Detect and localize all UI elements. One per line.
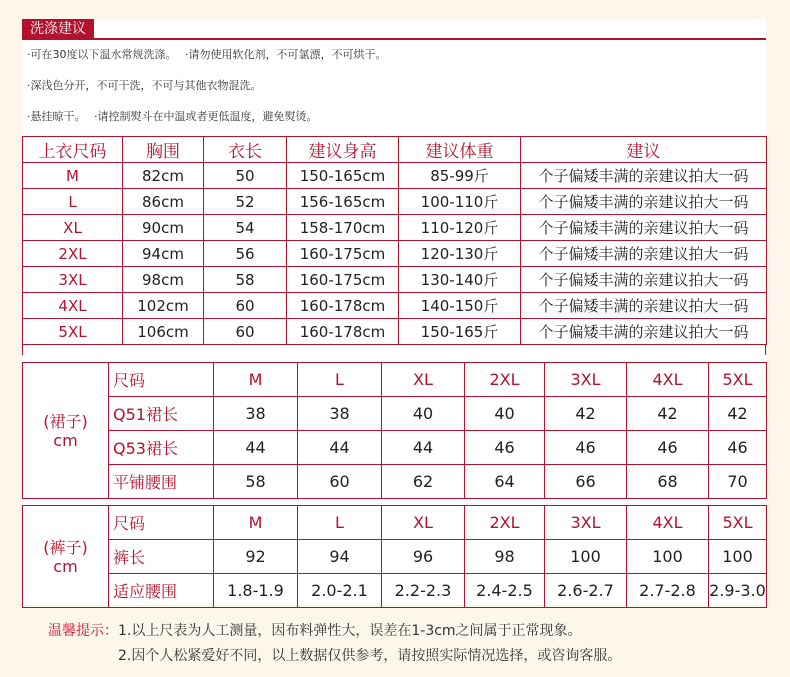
row-label: Q51裙长 xyxy=(109,397,214,431)
table-cell: 42 xyxy=(627,397,709,431)
table-cell: 44 xyxy=(298,431,382,465)
table-cell: 62 xyxy=(382,465,465,499)
row-label: 平铺腰围 xyxy=(109,465,214,499)
header-length: 衣长 xyxy=(204,137,287,163)
size-header: XL xyxy=(382,506,465,540)
table-cell: 54 xyxy=(204,215,287,241)
pants-size-table xyxy=(22,505,767,608)
table-cell: 68 xyxy=(627,465,709,499)
tip-line-2: 2.因个人松紧爱好不同，以上数据仅供参考，请按照实际情况选择，或咨询客服。 xyxy=(118,648,622,664)
size-header: M xyxy=(214,363,298,397)
skirt-data-row xyxy=(23,397,767,431)
top-size-row xyxy=(23,293,767,319)
wash-tip-iron: ·请控制熨斗在中温或者更低温度，避免熨烫。 xyxy=(94,110,318,123)
size-header: M xyxy=(214,506,298,540)
table-cell: 160-178cm xyxy=(287,293,399,319)
table-cell: 38 xyxy=(214,397,298,431)
table-cell: 130-140斤 xyxy=(399,267,521,293)
table-cell: 110-120斤 xyxy=(399,215,521,241)
skirt-data-row xyxy=(23,465,767,499)
skirt-header-row xyxy=(23,363,767,397)
advice-cell: 个子偏矮丰满的亲建议拍大一码 xyxy=(521,241,767,267)
table-cell: 102cm xyxy=(123,293,204,319)
row-label: Q53裙长 xyxy=(109,431,214,465)
top-size-table xyxy=(22,136,767,345)
top-size-row xyxy=(23,241,767,267)
wash-title: 洗涤建议 xyxy=(22,19,94,40)
table-cell: 90cm xyxy=(123,215,204,241)
table-cell: 86cm xyxy=(123,189,204,215)
column-header-size: 尺码 xyxy=(109,363,214,397)
header-divider xyxy=(94,38,766,40)
wash-tip-dry: ·悬挂晾干。 xyxy=(27,110,80,123)
table-cell: 96 xyxy=(382,540,465,574)
size-header: 5XL xyxy=(709,363,767,397)
table-cell: 2.7-2.8 xyxy=(627,574,709,608)
skirt-unit: cm xyxy=(53,430,78,450)
size-header: 4XL xyxy=(627,363,709,397)
table-cell: 160-175cm xyxy=(287,267,399,293)
table-cell: 1.8-1.9 xyxy=(214,574,298,608)
skirt-side-label xyxy=(23,363,109,499)
size-label: L xyxy=(23,189,123,215)
pants-unit: cm xyxy=(53,556,78,576)
top-size-row xyxy=(23,215,767,241)
advice-cell: 个子偏矮丰满的亲建议拍大一码 xyxy=(521,319,767,345)
table-cell: 94cm xyxy=(123,241,204,267)
size-label: 5XL xyxy=(23,319,123,345)
table-cell: 2.9-3.0 xyxy=(709,574,767,608)
table-cell: 156-165cm xyxy=(287,189,399,215)
table-cell: 40 xyxy=(382,397,465,431)
table-cell: 52 xyxy=(204,189,287,215)
size-header: 3XL xyxy=(545,363,627,397)
table-cell: 56 xyxy=(204,241,287,267)
top-size-row xyxy=(23,189,767,215)
table-cell: 150-165cm xyxy=(287,163,399,189)
table-cell: 160-175cm xyxy=(287,241,399,267)
skirt-data-row xyxy=(23,431,767,465)
wash-tip-water: ·可在30度以下温水常规洗涤。 xyxy=(27,48,171,61)
table-cell: 58 xyxy=(204,267,287,293)
table-cell: 2.2-2.3 xyxy=(382,574,465,608)
pants-category: (裤子) xyxy=(43,537,88,557)
size-label: M xyxy=(23,163,123,189)
table-cell: 158-170cm xyxy=(287,215,399,241)
size-label: 3XL xyxy=(23,267,123,293)
table-cell: 2.4-2.5 xyxy=(465,574,545,608)
size-header: L xyxy=(298,506,382,540)
pants-data-row xyxy=(23,574,767,608)
table-cell: 160-178cm xyxy=(287,319,399,345)
table-cell: 120-130斤 xyxy=(399,241,521,267)
table-cell: 70 xyxy=(709,465,767,499)
table-cell: 85-99斤 xyxy=(399,163,521,189)
table-cell: 58 xyxy=(214,465,298,499)
table-cell: 40 xyxy=(465,397,545,431)
tip-label: 温馨提示： xyxy=(48,623,118,639)
wash-line-2: ·深浅色分开，不可干洗，不可与其他衣物混洗。 xyxy=(27,79,262,92)
table-cell: 94 xyxy=(298,540,382,574)
advice-cell: 个子偏矮丰满的亲建议拍大一码 xyxy=(521,293,767,319)
size-header: 2XL xyxy=(465,506,545,540)
table-cell: 2.0-2.1 xyxy=(298,574,382,608)
skirt-category: (裙子) xyxy=(43,411,88,431)
pants-side-label xyxy=(23,506,109,608)
pants-header-row xyxy=(23,506,767,540)
table-cell: 42 xyxy=(709,397,767,431)
table-cell: 106cm xyxy=(123,319,204,345)
top-size-row xyxy=(23,319,767,345)
table-cell: 92 xyxy=(214,540,298,574)
table-cell: 100 xyxy=(627,540,709,574)
table-cell: 98cm xyxy=(123,267,204,293)
header-size: 上衣尺码 xyxy=(23,137,123,163)
skirt-size-table xyxy=(22,362,767,499)
top-size-row xyxy=(23,163,767,189)
section-gap xyxy=(22,345,766,355)
table-cell: 46 xyxy=(465,431,545,465)
size-label: 2XL xyxy=(23,241,123,267)
tip-line-1 xyxy=(48,620,582,640)
table-cell: 60 xyxy=(204,293,287,319)
table-cell: 100-110斤 xyxy=(399,189,521,215)
table-cell: 46 xyxy=(545,431,627,465)
size-header: 2XL xyxy=(465,363,545,397)
table-cell: 60 xyxy=(298,465,382,499)
table-cell: 82cm xyxy=(123,163,204,189)
table-cell: 2.6-2.7 xyxy=(545,574,627,608)
table-cell: 100 xyxy=(545,540,627,574)
size-header: 4XL xyxy=(627,506,709,540)
header-advice: 建议 xyxy=(521,137,767,163)
advice-cell: 个子偏矮丰满的亲建议拍大一码 xyxy=(521,189,767,215)
wash-tip-softener: ·请勿使用软化剂，不可氯漂，不可烘干。 xyxy=(185,48,387,61)
advice-cell: 个子偏矮丰满的亲建议拍大一码 xyxy=(521,163,767,189)
table-cell: 50 xyxy=(204,163,287,189)
table-cell: 98 xyxy=(465,540,545,574)
advice-cell: 个子偏矮丰满的亲建议拍大一码 xyxy=(521,267,767,293)
size-label: 4XL xyxy=(23,293,123,319)
row-label: 适应腰围 xyxy=(109,574,214,608)
top-header-row xyxy=(23,137,767,163)
pants-data-row xyxy=(23,540,767,574)
table-cell: 60 xyxy=(204,319,287,345)
table-cell: 46 xyxy=(627,431,709,465)
size-header: L xyxy=(298,363,382,397)
table-cell: 140-150斤 xyxy=(399,293,521,319)
table-cell: 42 xyxy=(545,397,627,431)
table-cell: 38 xyxy=(298,397,382,431)
row-label: 裤长 xyxy=(109,540,214,574)
table-cell: 64 xyxy=(465,465,545,499)
table-cell: 44 xyxy=(214,431,298,465)
table-cell: 100 xyxy=(709,540,767,574)
top-size-row xyxy=(23,267,767,293)
table-cell: 66 xyxy=(545,465,627,499)
advice-cell: 个子偏矮丰满的亲建议拍大一码 xyxy=(521,215,767,241)
size-header: 3XL xyxy=(545,506,627,540)
size-header: 5XL xyxy=(709,506,767,540)
header-bust: 胸围 xyxy=(123,137,204,163)
header-weight: 建议体重 xyxy=(399,137,521,163)
header-height: 建议身高 xyxy=(287,137,399,163)
wash-line-1 xyxy=(27,46,387,62)
column-header-size: 尺码 xyxy=(109,506,214,540)
table-cell: 44 xyxy=(382,431,465,465)
table-cell: 46 xyxy=(709,431,767,465)
size-label: XL xyxy=(23,215,123,241)
tip-text-1: 1.以上尺表为人工测量，因布料弹性大，误差在1-3cm之间属于正常现象。 xyxy=(118,623,582,639)
wash-line-3 xyxy=(27,108,318,124)
size-header: XL xyxy=(382,363,465,397)
table-cell: 150-165斤 xyxy=(399,319,521,345)
